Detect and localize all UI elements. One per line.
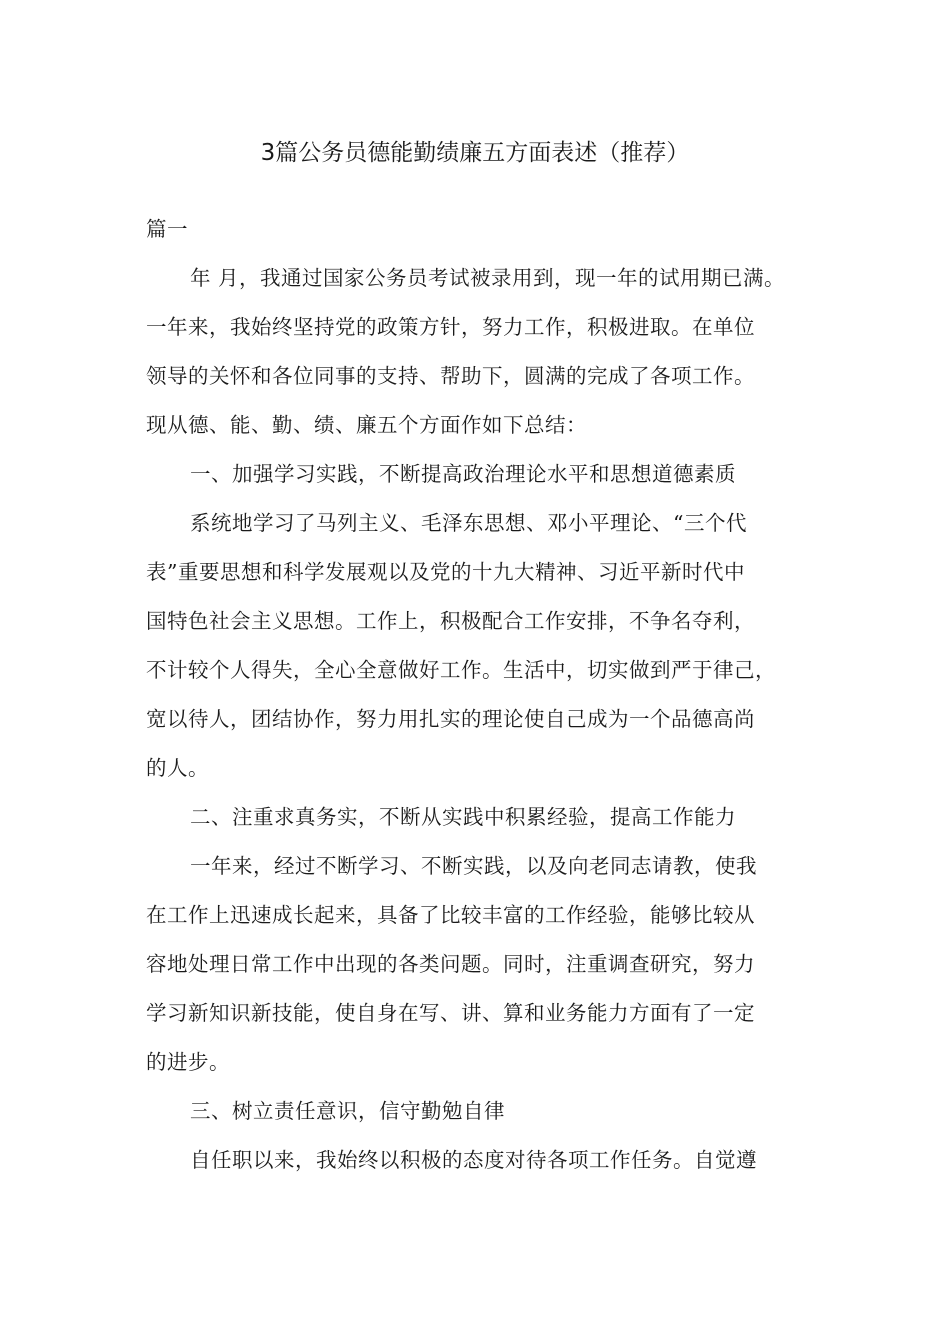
paragraph-line: 容地处理日常工作中出现的各类问题。同时，注重调查研究，努力 <box>146 952 755 976</box>
paragraph-line: 国特色社会主义思想。工作上，积极配合工作安排，不争名夺利， <box>146 609 755 633</box>
document-title: 3篇公务员德能勤绩廉五方面表述（推荐） <box>260 140 690 166</box>
paragraph-line: 不计较个人得失，全心全意做好工作。生活中，切实做到严于律己， <box>146 658 776 682</box>
paragraph-line: 宽以待人，团结协作，努力用扎实的理论使自己成为一个品德高尚 <box>146 707 755 731</box>
paragraph-line: 表”重要思想和科学发展观以及党的十九大精神、习近平新时代中 <box>146 560 745 584</box>
paragraph-line: 学习新知识新技能，使自身在写、讲、算和业务能力方面有了一定 <box>146 1001 755 1025</box>
paragraph-line: 的人。 <box>146 756 209 780</box>
section-heading: 一、加强学习实践，不断提高政治理论水平和思想道德素质 <box>190 462 736 486</box>
paragraph-line: 现从德、能、勤、绩、廉五个方面作如下总结： <box>146 413 587 437</box>
paragraph-line: 领导的关怀和各位同事的支持、帮助下，圆满的完成了各项工作。 <box>146 364 755 388</box>
paragraph-line: 自任职以来，我始终以积极的态度对待各项工作任务。自觉遵 <box>190 1148 757 1172</box>
section-label: 篇一 <box>146 217 188 241</box>
paragraph-line: 在工作上迅速成长起来，具备了比较丰富的工作经验，能够比较从 <box>146 903 755 927</box>
paragraph-line: 的进步。 <box>146 1050 230 1074</box>
paragraph-line: 一年来，经过不断学习、不断实践，以及向老同志请教，使我 <box>190 854 757 878</box>
section-heading: 二、注重求真务实，不断从实践中积累经验，提高工作能力 <box>190 805 736 829</box>
paragraph-line: 一年来，我始终坚持党的政策方针，努力工作，积极进取。在单位 <box>146 315 755 339</box>
section-heading: 三、树立责任意识，信守勤勉自律 <box>190 1099 505 1123</box>
paragraph-line: 系统地学习了马列主义、毛泽东思想、邓小平理论、“三个代 <box>190 511 747 535</box>
paragraph-line: 年 月，我通过国家公务员考试被录用到，现一年的试用期已满。 <box>190 266 786 290</box>
